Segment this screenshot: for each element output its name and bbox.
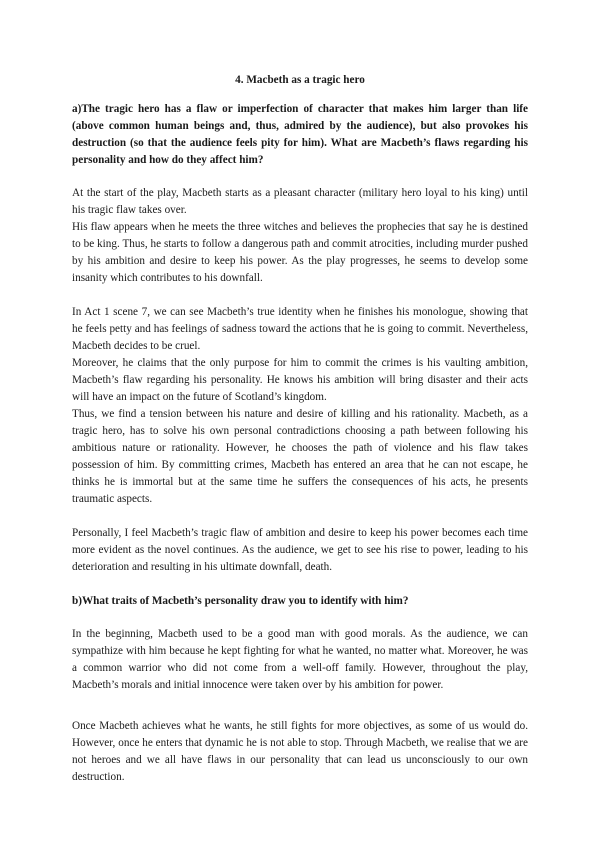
- document-page: [72, 72, 528, 786]
- question-a: a)The tragic hero has a flaw or imperfection of character that makes him larger than life (above common human beings and, thus, admired by the audience), but also provokes his destruction (so that the audience feels pity for him). What are Macbeth’s flaws regarding his personality and how do they affect him?: [72, 103, 528, 166]
- paragraph-a1: At the start of the play, Macbeth starts as a pleasant character (military hero loyal to his king) until his tragic flaw takes over.: [72, 187, 528, 216]
- paragraph-a5: Thus, we find a tension between his nature and desire of killing and his rationality. Macbeth, as a tragic hero, has to solve his own personal contradictions choosing a path between following his ambitious nature or rationality. However, he chooses the path of violence and his flaw takes possession of him. By committing crimes, Macbeth has entered an area that he can not escape, he thinks he is immortal but at the same time he suffers the consequences of his acts, he presents traumatic aspects.: [72, 408, 528, 505]
- spacer: [72, 694, 528, 718]
- paragraph-a6: Personally, I feel Macbeth’s tragic flaw of ambition and desire to keep his power becomes each time more evident as the novel continues. As the audience, we get to see his rise to power, leading to his deterioration and resulting in his ultimate downfall, death.: [72, 527, 528, 573]
- spacer: [72, 287, 528, 304]
- paragraph-a4: Moreover, he claims that the only purpose for him to commit the crimes is his vaulting ambition, Macbeth’s flaw regarding his personality. He knows his ambition will bring disaster and their acts will have an impact on the future of Scotland’s kingdom.: [72, 357, 528, 403]
- paragraph-b1: In the beginning, Macbeth used to be a good man with good morals. As the audience, we can sympathize with him because he kept fighting for what he wanted, no matter what. Moreover, he was a common warrior who did not come from a well-off family. However, throughout the play, Macbeth’s morals and initial innocence were taken over by his ambition for power.: [72, 628, 528, 691]
- question-b: b)What traits of Macbeth’s personality draw you to identify with him?: [72, 595, 409, 607]
- spacer: [72, 508, 528, 525]
- page-title: 4. Macbeth as a tragic hero: [235, 74, 365, 86]
- paragraph-a2: His flaw appears when he meets the three witches and believes the prophecies that say he is destined to be king. Thus, he starts to follow a dangerous path and commit atrocities, including murder pushed by his ambition and desire to keep his power. As the play progresses, he seems to develop some insanity which contributes to his downfall.: [72, 221, 528, 284]
- spacer: [72, 576, 528, 593]
- paragraph-b2: Once Macbeth achieves what he wants, he still fights for more objectives, as some of us would do. However, once he enters that dynamic he is not able to stop. Through Macbeth, we realise that we are not heroes and we all have flaws in our personality that can lead us unconsciously to our own destruction.: [72, 720, 528, 783]
- paragraph-a3: In Act 1 scene 7, we can see Macbeth’s true identity when he finishes his monologue, showing that he feels petty and has feelings of sadness toward the actions that he is going to commit. Nevertheless, Macbeth decides to be cruel.: [72, 306, 528, 352]
